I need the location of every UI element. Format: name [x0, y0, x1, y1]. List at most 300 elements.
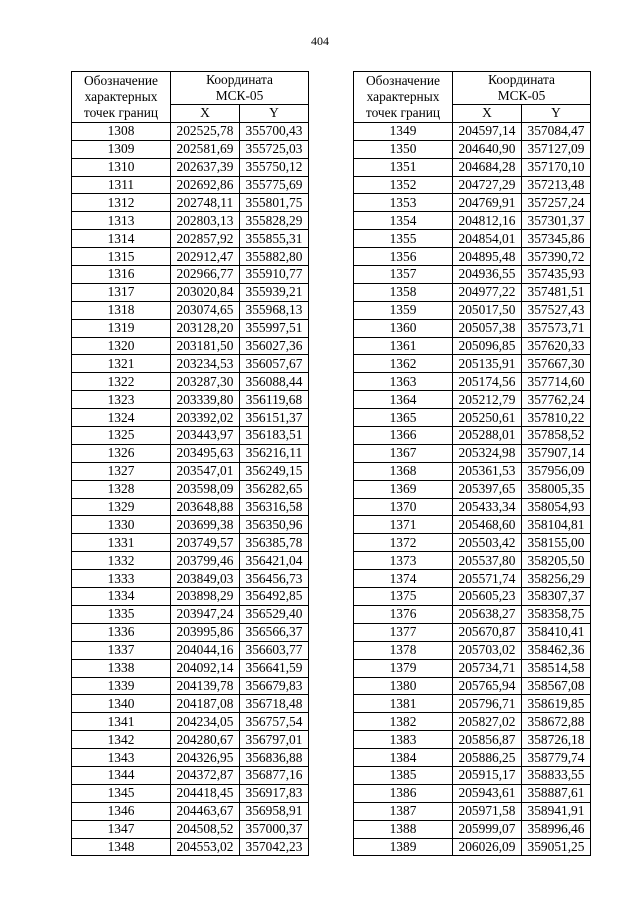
table-row: [72, 248, 309, 266]
y-coordinate-cell: 355997,51: [240, 319, 309, 337]
x-coordinate-cell: 205856,87: [453, 731, 522, 749]
y-coordinate-cell: 357000,37: [240, 820, 309, 838]
table-row: [72, 713, 309, 731]
point-id-cell: 1368: [354, 462, 453, 480]
point-id-cell: 1316: [72, 266, 171, 284]
x-coordinate-cell: 204812,16: [453, 212, 522, 230]
x-coordinate-cell: 203128,20: [171, 319, 240, 337]
x-coordinate-cell: 205324,98: [453, 444, 522, 462]
y-coordinate-cell: 356679,83: [240, 677, 309, 695]
coordinate-system-header: [171, 72, 309, 105]
point-id-cell: 1317: [72, 283, 171, 301]
table-row: [354, 122, 591, 140]
point-id-cell: 1339: [72, 677, 171, 695]
coordinate-system-header: [453, 72, 591, 105]
x-coordinate-cell: 205397,65: [453, 480, 522, 498]
y-coordinate-cell: 357042,23: [240, 838, 309, 856]
point-id-cell: 1360: [354, 319, 453, 337]
table-row: [354, 713, 591, 731]
x-coordinate-cell: 203749,57: [171, 534, 240, 552]
table-row: [354, 409, 591, 427]
table-row: [72, 319, 309, 337]
table-row: [354, 820, 591, 838]
point-id-cell: 1333: [72, 570, 171, 588]
point-id-cell: 1384: [354, 749, 453, 767]
coordinate-header-line: МСК-05: [215, 88, 264, 103]
x-coordinate-cell: 202966,77: [171, 266, 240, 284]
points-header-line: точек границ: [365, 104, 441, 120]
y-coordinate-cell: 358619,85: [522, 695, 591, 713]
x-coordinate-cell: 204769,91: [453, 194, 522, 212]
y-coordinate-cell: 357573,71: [522, 319, 591, 337]
point-id-cell: 1380: [354, 677, 453, 695]
x-coordinate-cell: 205971,58: [453, 802, 522, 820]
table-row: [354, 319, 591, 337]
table-row: [354, 641, 591, 659]
point-id-cell: 1378: [354, 641, 453, 659]
x-coordinate-cell: 203648,88: [171, 498, 240, 516]
y-coordinate-cell: 356836,88: [240, 749, 309, 767]
x-coordinate-cell: 204684,28: [453, 158, 522, 176]
point-id-cell: 1387: [354, 802, 453, 820]
point-id-cell: 1330: [72, 516, 171, 534]
point-id-cell: 1320: [72, 337, 171, 355]
point-id-cell: 1341: [72, 713, 171, 731]
x-coordinate-cell: 204187,08: [171, 695, 240, 713]
y-coordinate-cell: 357481,51: [522, 283, 591, 301]
table-row: [354, 623, 591, 641]
x-coordinate-cell: 205796,71: [453, 695, 522, 713]
table-row: [354, 140, 591, 158]
y-coordinate-cell: 357714,60: [522, 373, 591, 391]
point-id-cell: 1312: [72, 194, 171, 212]
point-id-cell: 1325: [72, 427, 171, 445]
x-coordinate-cell: 203339,80: [171, 391, 240, 409]
y-coordinate-cell: 355910,77: [240, 266, 309, 284]
point-id-cell: 1356: [354, 248, 453, 266]
table-row: [72, 266, 309, 284]
table-body: [354, 122, 591, 856]
table-row: [72, 623, 309, 641]
coordinate-header-line: МСК-05: [497, 88, 546, 103]
point-id-cell: 1322: [72, 373, 171, 391]
point-id-cell: 1314: [72, 230, 171, 248]
table-row: [72, 516, 309, 534]
y-coordinate-cell: 357667,30: [522, 355, 591, 373]
point-id-cell: 1336: [72, 623, 171, 641]
y-coordinate-cell: 359051,25: [522, 838, 591, 856]
table-body: [72, 122, 309, 856]
y-coordinate-cell: 356282,65: [240, 480, 309, 498]
y-coordinate-cell: 358307,37: [522, 588, 591, 606]
table-row: [72, 462, 309, 480]
point-id-cell: 1386: [354, 784, 453, 802]
y-coordinate-cell: 358410,41: [522, 623, 591, 641]
x-column-header: X: [171, 105, 240, 123]
x-coordinate-cell: 205135,91: [453, 355, 522, 373]
table-row: [72, 766, 309, 784]
table-row: [72, 784, 309, 802]
x-coordinate-cell: 202525,78: [171, 122, 240, 140]
x-coordinate-cell: 205999,07: [453, 820, 522, 838]
table-row: [354, 677, 591, 695]
coordinates-table-right: [353, 71, 591, 856]
point-id-cell: 1373: [354, 552, 453, 570]
point-id-cell: 1340: [72, 695, 171, 713]
x-coordinate-cell: 203699,38: [171, 516, 240, 534]
table-row: [72, 498, 309, 516]
point-id-cell: 1372: [354, 534, 453, 552]
point-id-cell: 1331: [72, 534, 171, 552]
x-coordinate-cell: 205503,42: [453, 534, 522, 552]
table-row: [72, 427, 309, 445]
x-coordinate-cell: 205468,60: [453, 516, 522, 534]
point-id-cell: 1354: [354, 212, 453, 230]
point-id-cell: 1334: [72, 588, 171, 606]
point-id-cell: 1319: [72, 319, 171, 337]
point-id-cell: 1389: [354, 838, 453, 856]
y-coordinate-cell: 356385,78: [240, 534, 309, 552]
y-coordinate-cell: 357257,24: [522, 194, 591, 212]
y-coordinate-cell: 358887,61: [522, 784, 591, 802]
point-id-cell: 1364: [354, 391, 453, 409]
point-id-cell: 1338: [72, 659, 171, 677]
x-coordinate-cell: 204280,67: [171, 731, 240, 749]
table-row: [72, 158, 309, 176]
y-coordinate-cell: 357345,86: [522, 230, 591, 248]
point-id-cell: 1357: [354, 266, 453, 284]
y-coordinate-cell: 358104,81: [522, 516, 591, 534]
table-row: [354, 158, 591, 176]
point-id-cell: 1309: [72, 140, 171, 158]
table-row: [72, 355, 309, 373]
table-row: [354, 516, 591, 534]
point-id-cell: 1321: [72, 355, 171, 373]
y-coordinate-cell: 357084,47: [522, 122, 591, 140]
y-coordinate-cell: 357127,09: [522, 140, 591, 158]
table-row: [354, 194, 591, 212]
x-coordinate-cell: 205915,17: [453, 766, 522, 784]
x-coordinate-cell: 203181,50: [171, 337, 240, 355]
y-coordinate-cell: 358779,74: [522, 749, 591, 767]
table-row: [72, 659, 309, 677]
x-coordinate-cell: 202748,11: [171, 194, 240, 212]
coordinate-header-line: Координата: [206, 72, 273, 87]
point-id-cell: 1315: [72, 248, 171, 266]
table-row: [354, 498, 591, 516]
x-coordinate-cell: 203995,86: [171, 623, 240, 641]
table-row: [72, 749, 309, 767]
x-coordinate-cell: 205174,56: [453, 373, 522, 391]
table-row: [354, 427, 591, 445]
point-id-cell: 1308: [72, 122, 171, 140]
y-coordinate-cell: 356421,04: [240, 552, 309, 570]
x-coordinate-cell: 204372,87: [171, 766, 240, 784]
x-coordinate-cell: 204895,48: [453, 248, 522, 266]
table-row: [354, 570, 591, 588]
y-coordinate-cell: 356718,48: [240, 695, 309, 713]
table-row: [72, 176, 309, 194]
point-id-cell: 1337: [72, 641, 171, 659]
point-id-cell: 1326: [72, 444, 171, 462]
x-coordinate-cell: 202857,92: [171, 230, 240, 248]
y-coordinate-cell: 355750,12: [240, 158, 309, 176]
y-coordinate-cell: 357527,43: [522, 301, 591, 319]
point-id-cell: 1350: [354, 140, 453, 158]
table-row: [72, 391, 309, 409]
y-coordinate-cell: 355939,21: [240, 283, 309, 301]
y-coordinate-cell: 356057,67: [240, 355, 309, 373]
x-coordinate-cell: 203020,84: [171, 283, 240, 301]
point-id-cell: 1327: [72, 462, 171, 480]
point-id-cell: 1345: [72, 784, 171, 802]
y-coordinate-cell: 358054,93: [522, 498, 591, 516]
y-coordinate-cell: 356151,37: [240, 409, 309, 427]
table-row: [72, 534, 309, 552]
x-coordinate-cell: 204463,67: [171, 802, 240, 820]
y-coordinate-cell: 356088,44: [240, 373, 309, 391]
y-coordinate-cell: 357810,22: [522, 409, 591, 427]
point-id-cell: 1366: [354, 427, 453, 445]
x-coordinate-cell: 205605,23: [453, 588, 522, 606]
points-header: [354, 72, 453, 123]
x-coordinate-cell: 205571,74: [453, 570, 522, 588]
y-coordinate-cell: 358996,46: [522, 820, 591, 838]
y-coordinate-cell: 358567,08: [522, 677, 591, 695]
point-id-cell: 1347: [72, 820, 171, 838]
points-header-line: характерных: [84, 88, 158, 104]
y-coordinate-cell: 357956,09: [522, 462, 591, 480]
y-coordinate-cell: 358358,75: [522, 605, 591, 623]
point-id-cell: 1379: [354, 659, 453, 677]
table-row: [354, 391, 591, 409]
y-coordinate-cell: 356958,91: [240, 802, 309, 820]
x-coordinate-cell: 205670,87: [453, 623, 522, 641]
table-row: [354, 337, 591, 355]
x-coordinate-cell: 205017,50: [453, 301, 522, 319]
table-row: [72, 444, 309, 462]
x-coordinate-cell: 205537,80: [453, 552, 522, 570]
y-coordinate-cell: 357435,93: [522, 266, 591, 284]
y-coordinate-cell: 358462,36: [522, 641, 591, 659]
y-coordinate-cell: 355700,43: [240, 122, 309, 140]
x-coordinate-cell: 205886,25: [453, 749, 522, 767]
x-coordinate-cell: 204854,01: [453, 230, 522, 248]
x-coordinate-cell: 202912,47: [171, 248, 240, 266]
table-row: [354, 784, 591, 802]
page-number: 404: [311, 34, 329, 48]
table-row: [354, 444, 591, 462]
table-row: [354, 802, 591, 820]
y-coordinate-cell: 357301,37: [522, 212, 591, 230]
y-column-header: Y: [240, 105, 309, 123]
y-coordinate-cell: 356027,36: [240, 337, 309, 355]
point-id-cell: 1377: [354, 623, 453, 641]
y-coordinate-cell: 358833,55: [522, 766, 591, 784]
y-coordinate-cell: 355968,13: [240, 301, 309, 319]
table-row: [354, 749, 591, 767]
point-id-cell: 1335: [72, 605, 171, 623]
table-row: [72, 641, 309, 659]
point-id-cell: 1385: [354, 766, 453, 784]
y-coordinate-cell: 355882,80: [240, 248, 309, 266]
y-coordinate-cell: 356877,16: [240, 766, 309, 784]
x-coordinate-cell: 203392,02: [171, 409, 240, 427]
y-coordinate-cell: 355775,69: [240, 176, 309, 194]
y-coordinate-cell: 357390,72: [522, 248, 591, 266]
y-coordinate-cell: 356456,73: [240, 570, 309, 588]
table-row: [72, 373, 309, 391]
point-id-cell: 1353: [354, 194, 453, 212]
point-id-cell: 1352: [354, 176, 453, 194]
points-header: [72, 72, 171, 123]
point-id-cell: 1323: [72, 391, 171, 409]
point-id-cell: 1388: [354, 820, 453, 838]
point-id-cell: 1311: [72, 176, 171, 194]
x-coordinate-cell: 203947,24: [171, 605, 240, 623]
table-row: [72, 301, 309, 319]
x-coordinate-cell: 206026,09: [453, 838, 522, 856]
x-coordinate-cell: 204508,52: [171, 820, 240, 838]
x-coordinate-cell: 202637,39: [171, 158, 240, 176]
x-column-header: X: [453, 105, 522, 123]
point-id-cell: 1376: [354, 605, 453, 623]
y-coordinate-cell: 356350,96: [240, 516, 309, 534]
x-coordinate-cell: 204044,16: [171, 641, 240, 659]
x-coordinate-cell: 205250,61: [453, 409, 522, 427]
table-row: [72, 212, 309, 230]
table-row: [72, 677, 309, 695]
table-row: [354, 355, 591, 373]
y-coordinate-cell: 356566,37: [240, 623, 309, 641]
point-id-cell: 1328: [72, 480, 171, 498]
y-coordinate-cell: 358672,88: [522, 713, 591, 731]
y-coordinate-cell: 357620,33: [522, 337, 591, 355]
table-row: [72, 230, 309, 248]
y-coordinate-cell: 358205,50: [522, 552, 591, 570]
coordinate-header-line: Координата: [488, 72, 555, 87]
x-coordinate-cell: 205703,02: [453, 641, 522, 659]
x-coordinate-cell: 203287,30: [171, 373, 240, 391]
y-coordinate-cell: 356529,40: [240, 605, 309, 623]
y-coordinate-cell: 356603,77: [240, 641, 309, 659]
point-id-cell: 1367: [354, 444, 453, 462]
x-coordinate-cell: 205361,53: [453, 462, 522, 480]
y-coordinate-cell: 356249,15: [240, 462, 309, 480]
table-row: [72, 695, 309, 713]
point-id-cell: 1349: [354, 122, 453, 140]
coordinates-table-left: [71, 71, 309, 856]
x-coordinate-cell: 205827,02: [453, 713, 522, 731]
y-coordinate-cell: 357907,14: [522, 444, 591, 462]
x-coordinate-cell: 204727,29: [453, 176, 522, 194]
table-row: [354, 695, 591, 713]
y-coordinate-cell: 355828,29: [240, 212, 309, 230]
x-coordinate-cell: 202692,86: [171, 176, 240, 194]
point-id-cell: 1359: [354, 301, 453, 319]
x-coordinate-cell: 204234,05: [171, 713, 240, 731]
point-id-cell: 1348: [72, 838, 171, 856]
table-row: [354, 838, 591, 856]
point-id-cell: 1329: [72, 498, 171, 516]
x-coordinate-cell: 204553,02: [171, 838, 240, 856]
x-coordinate-cell: 203234,53: [171, 355, 240, 373]
x-coordinate-cell: 203898,29: [171, 588, 240, 606]
y-column-header: Y: [522, 105, 591, 123]
x-coordinate-cell: 203849,03: [171, 570, 240, 588]
x-coordinate-cell: 203799,46: [171, 552, 240, 570]
table-row: [354, 534, 591, 552]
y-coordinate-cell: 356641,59: [240, 659, 309, 677]
x-coordinate-cell: 203495,63: [171, 444, 240, 462]
table-row: [72, 283, 309, 301]
x-coordinate-cell: 204418,45: [171, 784, 240, 802]
table-row: [354, 659, 591, 677]
y-coordinate-cell: 356183,51: [240, 427, 309, 445]
points-header-line: характерных: [366, 88, 440, 104]
table-row: [72, 337, 309, 355]
y-coordinate-cell: 358005,35: [522, 480, 591, 498]
point-id-cell: 1332: [72, 552, 171, 570]
table-row: [354, 373, 591, 391]
x-coordinate-cell: 205734,71: [453, 659, 522, 677]
y-coordinate-cell: 357213,48: [522, 176, 591, 194]
point-id-cell: 1383: [354, 731, 453, 749]
point-id-cell: 1381: [354, 695, 453, 713]
y-coordinate-cell: 356797,01: [240, 731, 309, 749]
point-id-cell: 1365: [354, 409, 453, 427]
point-id-cell: 1369: [354, 480, 453, 498]
point-id-cell: 1375: [354, 588, 453, 606]
point-id-cell: 1344: [72, 766, 171, 784]
y-coordinate-cell: 356492,85: [240, 588, 309, 606]
x-coordinate-cell: 203074,65: [171, 301, 240, 319]
y-coordinate-cell: 357858,52: [522, 427, 591, 445]
x-coordinate-cell: 205765,94: [453, 677, 522, 695]
point-id-cell: 1370: [354, 498, 453, 516]
points-header-line: Обозначение: [84, 72, 158, 88]
y-coordinate-cell: 355855,31: [240, 230, 309, 248]
x-coordinate-cell: 205212,79: [453, 391, 522, 409]
table-row: [72, 820, 309, 838]
table-row: [72, 605, 309, 623]
point-id-cell: 1346: [72, 802, 171, 820]
x-coordinate-cell: 203598,09: [171, 480, 240, 498]
table-row: [354, 176, 591, 194]
point-id-cell: 1318: [72, 301, 171, 319]
y-coordinate-cell: 355725,03: [240, 140, 309, 158]
point-id-cell: 1310: [72, 158, 171, 176]
y-coordinate-cell: 358256,29: [522, 570, 591, 588]
x-coordinate-cell: 205943,61: [453, 784, 522, 802]
y-coordinate-cell: 357762,24: [522, 391, 591, 409]
table-row: [72, 570, 309, 588]
table-row: [354, 301, 591, 319]
x-coordinate-cell: 202581,69: [171, 140, 240, 158]
table-row: [72, 731, 309, 749]
table-row: [72, 194, 309, 212]
x-coordinate-cell: 204092,14: [171, 659, 240, 677]
y-coordinate-cell: 356917,83: [240, 784, 309, 802]
table-row: [72, 552, 309, 570]
table-row: [72, 588, 309, 606]
y-coordinate-cell: 356316,58: [240, 498, 309, 516]
y-coordinate-cell: 356757,54: [240, 713, 309, 731]
y-coordinate-cell: 358155,00: [522, 534, 591, 552]
x-coordinate-cell: 202803,13: [171, 212, 240, 230]
table-row: [354, 605, 591, 623]
table-row: [72, 409, 309, 427]
